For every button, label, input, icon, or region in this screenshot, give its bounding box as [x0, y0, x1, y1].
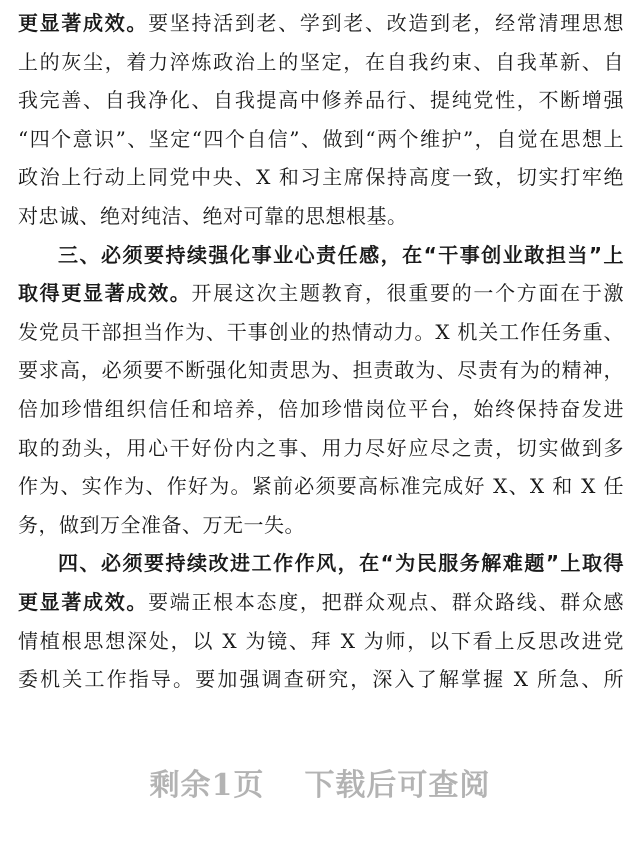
text-line-9: 发党员干部担当作为、干事创业的热情动力。X 机关工作任务重、 [18, 319, 624, 344]
text-line-8: 取得更显著成效。开展这次主题教育，很重要的一个方面在于激 [18, 281, 625, 306]
text-line-18: 委机关工作指导。要加强调查研究，深入了解掌握 X 所急、所 [18, 667, 624, 692]
text-line-5: 政治上行动上同党中央、X 和习主席保持高度一致，切实打牢绝 [18, 165, 624, 190]
text-line-10: 要求高，必须要不断强化知责思为、担责敢为、尽责有为的精神， [18, 358, 624, 383]
download-to-view-label: 下载后可查阅 [304, 768, 491, 803]
section-heading-4: 四、必须要持续改进工作作风，在“为民服务解难题”上取得 [58, 551, 624, 576]
text-line-1: 更显著成效。要坚持活到老、学到老、改造到老，经常清理思想 [18, 11, 625, 35]
text-line-17: 情植根思想深处，以 X 为镜、拜 X 为师，以下看上反思改进党 [18, 628, 624, 653]
text-line-6: 对忠诚、绝对纯洁、绝对可靠的思想根基。 [18, 204, 408, 228]
text-line-14: 务，做到万全准备、万无一失。 [18, 512, 305, 537]
remaining-pages-label: 剩余1页 [149, 768, 265, 803]
text-line-11: 倍加珍惜组织信任和培养，倍加珍惜岗位平台，始终保持奋发进 [18, 397, 624, 421]
text-line-3: 我完善、自我净化、自我提高中修养品行、提纯党性，不断增强 [18, 88, 624, 113]
text-line-16: 更显著成效。要端正根本态度，把群众观点、群众路线、群众感 [18, 590, 625, 614]
section-heading-3: 三、必须要持续强化事业心责任感，在“干事创业敢担当”上 [58, 242, 624, 267]
text-line-13: 作为、实作为、作好为。紧前必须要高标准完成好 X、X 和 X 任 [18, 474, 624, 499]
text-line-12: 取的劲头，用心干好份内之事、用力尽好应尽之责，切实做到多 [18, 435, 624, 460]
text-line-2: 上的灰尘，着力淬炼政治上的坚定，在自我约束、自我革新、自 [18, 49, 624, 74]
text-line-4: “四个意识”、坚定“四个自信”、做到“两个维护”，自觉在思想上 [18, 126, 624, 151]
download-prompt[interactable] [0, 760, 640, 804]
